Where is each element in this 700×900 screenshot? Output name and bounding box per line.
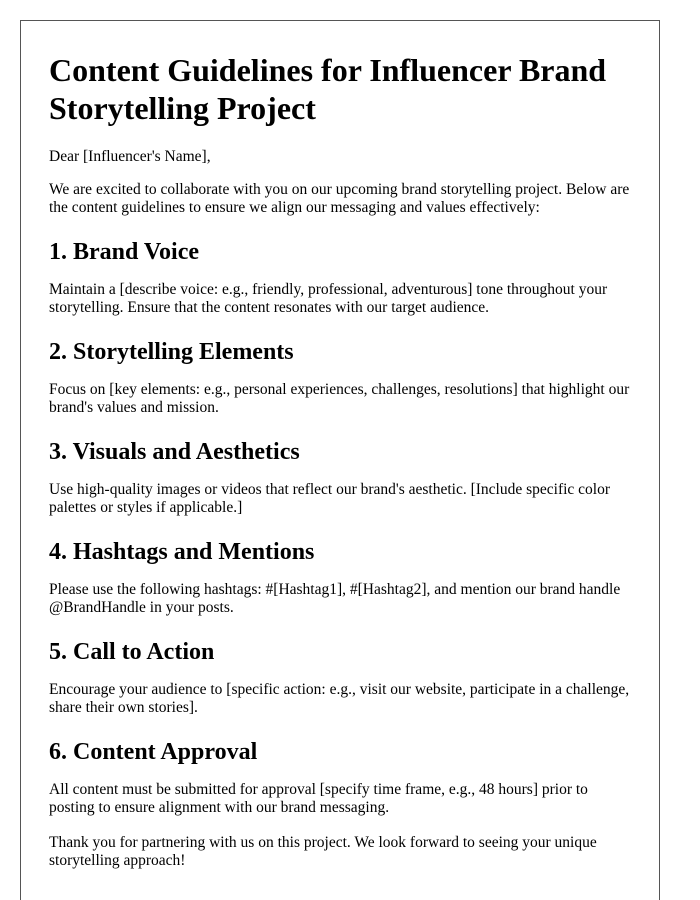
section-heading-call-to-action: 5. Call to Action	[49, 638, 215, 665]
section-body-storytelling-elements: Focus on [key elements: e.g., personal experiences, challenges, resolutions] that highlight our brand's values and mission.	[49, 380, 630, 416]
intro-paragraph: We are excited to collaborate with you on our upcoming brand storytelling project. Below are the content guidelines to ensure we align our messaging and values effectively:	[49, 180, 630, 216]
section-heading-hashtags-mentions: 4. Hashtags and Mentions	[49, 538, 315, 565]
section-body-call-to-action: Encourage your audience to [specific action: e.g., visit our website, participate in a challenge, share their own stories].	[49, 680, 630, 716]
document-title: Content Guidelines for Influencer Brand Storytelling Project	[49, 52, 607, 126]
section-heading-storytelling-elements: 2. Storytelling Elements	[49, 338, 294, 365]
document-page	[20, 20, 660, 900]
section-heading-content-approval: 6. Content Approval	[49, 738, 258, 765]
section-body-hashtags-mentions: Please use the following hashtags: #[Hashtag1], #[Hashtag2], and mention our brand handle @BrandHandle in your posts.	[49, 580, 621, 616]
greeting: Dear [Influencer's Name],	[49, 148, 211, 165]
section-body-content-approval: All content must be submitted for approval [specify time frame, e.g., 48 hours] prior to posting to ensure alignment with our brand messaging.	[49, 780, 588, 816]
closing-paragraph: Thank you for partnering with us on this project. We look forward to seeing your unique storytelling approach!	[49, 833, 597, 869]
document-content	[49, 51, 634, 871]
section-body-brand-voice: Maintain a [describe voice: e.g., friendly, professional, adventurous] tone throughout your storytelling. Ensure that the content resonates with our target audience.	[49, 280, 608, 316]
section-heading-brand-voice: 1. Brand Voice	[49, 238, 200, 265]
section-body-visuals-aesthetics: Use high-quality images or videos that reflect our brand's aesthetic. [Include specific color palettes or styles if applicable.]	[49, 480, 611, 516]
section-heading-visuals-aesthetics: 3. Visuals and Aesthetics	[49, 438, 300, 465]
